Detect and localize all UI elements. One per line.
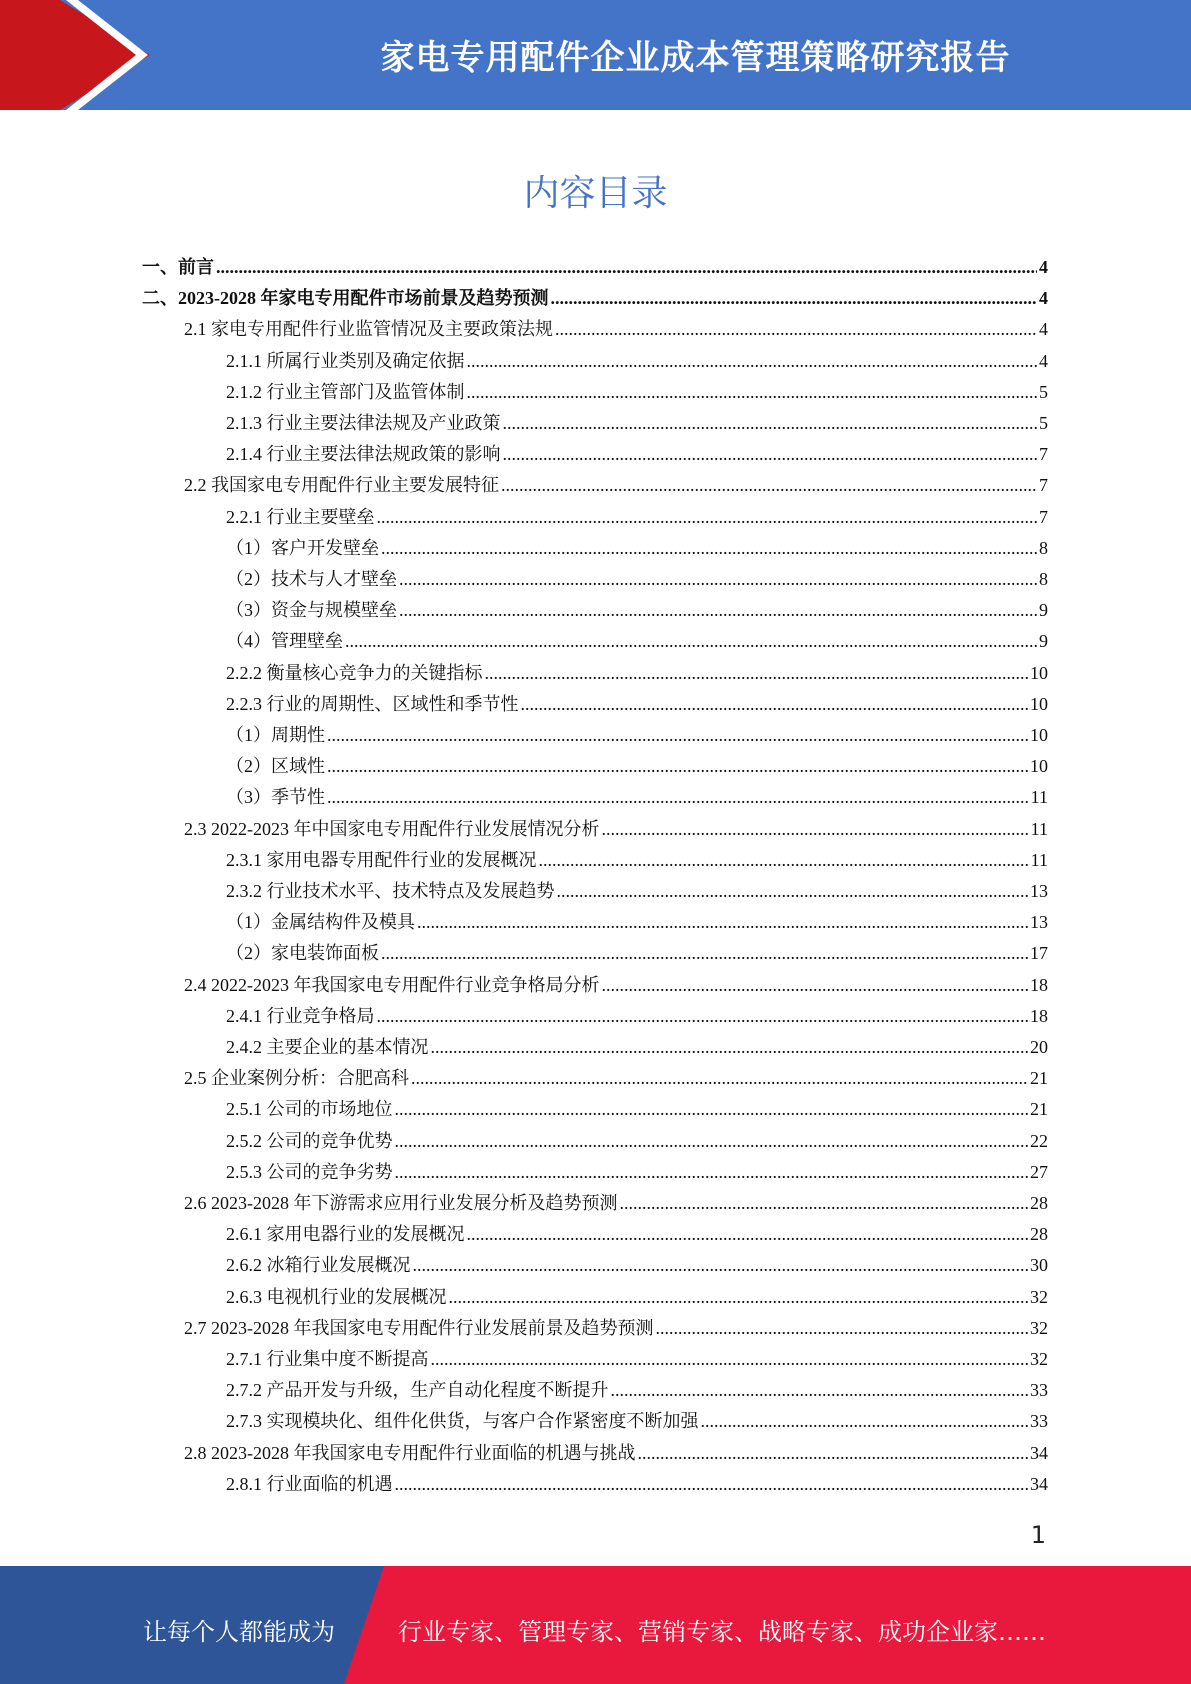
toc-entry-label: 2.7.2 产品开发与升级，生产自动化程度不断提升	[226, 1380, 609, 1401]
toc-leader-dots	[485, 663, 1029, 684]
toc-entry[interactable]	[226, 503, 1048, 534]
toc-entry[interactable]	[226, 659, 1048, 690]
toc-entry-label: 2.8.1 行业面临的机遇	[226, 1473, 393, 1494]
toc-entry-page: 4	[1039, 288, 1048, 309]
toc-entry-label: （1）金属结构件及模具	[226, 912, 415, 933]
toc-entry-label: （3）资金与规模壁垒	[226, 600, 397, 621]
toc-entry-label: 2.4 2022-2023 年我国家电专用配件行业竞争格局分析	[184, 974, 600, 995]
toc-leader-dots	[431, 1349, 1029, 1370]
toc-entry-label: 二、2023-2028 年家电专用配件市场前景及趋势预测	[142, 288, 549, 309]
toc-leader-dots	[395, 1099, 1029, 1120]
toc-entry[interactable]	[226, 1407, 1048, 1438]
toc-entry-label: 2.3.1 家用电器专用配件行业的发展概况	[226, 849, 537, 870]
toc-leader-dots	[521, 694, 1029, 715]
toc-leader-dots	[555, 319, 1037, 340]
toc-leader-dots	[467, 351, 1038, 372]
toc-entry[interactable]	[226, 347, 1048, 378]
toc-entry-label: （1）客户开发壁垒	[226, 537, 379, 558]
toc-entry[interactable]	[184, 1439, 1048, 1470]
toc-entry-page: 32	[1030, 1317, 1048, 1338]
toc-entry-page: 21	[1030, 1099, 1048, 1120]
toc-entry-page: 11	[1030, 818, 1048, 839]
toc-entry[interactable]	[226, 1251, 1048, 1282]
toc-entry-page: 30	[1030, 1255, 1048, 1276]
toc-leader-dots	[417, 912, 1028, 933]
toc-leader-dots	[449, 1287, 1029, 1308]
toc-entry-label: 2.6.1 家用电器行业的发展概况	[226, 1224, 465, 1245]
toc-entry-page: 11	[1030, 849, 1048, 870]
toc-entry-label: （4）管理壁垒	[226, 631, 343, 652]
toc-entry-page: 32	[1030, 1286, 1048, 1307]
toc-leader-dots	[381, 538, 1037, 559]
toc-entry-label: 2.5 企业案例分析：合肥高科	[184, 1068, 409, 1089]
toc-entry-page: 20	[1030, 1037, 1048, 1057]
toc-entry[interactable]	[226, 908, 1048, 939]
toc-entry-page: 27	[1030, 1161, 1048, 1182]
toc-entry-page: 34	[1030, 1473, 1048, 1494]
toc-leader-dots	[602, 975, 1029, 996]
toc-entry-page: 22	[1030, 1130, 1048, 1151]
toc-leader-dots	[656, 1318, 1029, 1339]
toc-leader-dots	[620, 1193, 1029, 1214]
toc-entry-label: 2.4.1 行业竞争格局	[226, 1005, 375, 1026]
toc-entry-page: 9	[1039, 600, 1048, 621]
toc-entry-label: 2.6.3 电视机行业的发展概况	[226, 1286, 447, 1307]
toc-entry-label: 2.1 家电专用配件行业监管情况及主要政策法规	[184, 319, 553, 340]
toc-leader-dots	[602, 819, 1029, 840]
footer-slogan-right: 行业专家、管理专家、营销专家、战略专家、成功企业家……	[398, 1618, 1046, 1646]
toc-entry-label: 2.2.1 行业主要壁垒	[226, 506, 375, 527]
toc-entry-label: 2.3 2022-2023 年中国家电专用配件行业发展情况分析	[184, 818, 600, 839]
page-number: 1	[1030, 1521, 1046, 1549]
toc-entry[interactable]	[226, 565, 1048, 596]
toc-entry-page: 21	[1030, 1068, 1048, 1089]
toc-entry[interactable]	[184, 471, 1048, 502]
toc-leader-dots	[701, 1411, 1029, 1432]
toc-entry-label: （1）周期性	[226, 725, 325, 745]
toc-entry-page: 10	[1030, 756, 1048, 777]
toc-entry[interactable]	[226, 596, 1048, 627]
toc-entry-label: 2.6.2 冰箱行业发展概况	[226, 1255, 411, 1276]
toc-leader-dots	[611, 1380, 1029, 1401]
toc-entry-label: 2.5.1 公司的市场地位	[226, 1099, 393, 1120]
toc-entry-label: （3）季节性	[226, 787, 325, 808]
toc-entry-label: 2.1.3 行业主要法律法规及产业政策	[226, 413, 501, 433]
toc-entry[interactable]	[226, 721, 1048, 752]
toc-leader-dots	[539, 850, 1029, 871]
toc-heading: 内容目录	[523, 173, 668, 214]
toc-entry-label: 2.5.2 公司的竞争优势	[226, 1130, 393, 1151]
toc-entry-page: 4	[1039, 319, 1048, 340]
toc-entry[interactable]	[226, 378, 1048, 409]
toc-entry-label: 2.7.3 实现模块化、组件化供货，与客户合作紧密度不断加强	[226, 1411, 699, 1432]
toc-entry-page: 8	[1039, 569, 1048, 589]
report-title: 家电专用配件企业成本管理策略研究报告	[380, 38, 1011, 78]
toc-leader-dots	[345, 631, 1037, 652]
toc-entry[interactable]	[226, 1002, 1048, 1033]
toc-entry-page: 33	[1030, 1411, 1048, 1432]
toc-entry-label: 2.5.3 公司的竞争劣势	[226, 1161, 393, 1182]
toc-leader-dots	[395, 1474, 1029, 1495]
toc-entry[interactable]	[184, 1064, 1048, 1095]
header-banner	[0, 0, 1191, 110]
toc-entry[interactable]	[226, 1127, 1048, 1158]
toc-entry-page: 18	[1030, 1005, 1048, 1026]
toc-leader-dots	[501, 475, 1037, 496]
toc-leader-dots	[557, 881, 1029, 902]
toc-entry[interactable]	[184, 1314, 1048, 1345]
toc-entry[interactable]	[226, 783, 1048, 814]
toc-entry-page: 32	[1030, 1349, 1048, 1369]
toc-entry-page: 4	[1039, 350, 1048, 371]
toc-entry-label: （2）家电装饰面板	[226, 943, 379, 964]
toc-entry-page: 8	[1039, 537, 1048, 558]
toc-entry[interactable]	[184, 971, 1048, 1002]
toc-entry-label: 2.1.1 所属行业类别及确定依据	[226, 350, 465, 371]
toc-leader-dots	[638, 1443, 1029, 1464]
toc-entry-label: 2.4.2 主要企业的基本情况	[226, 1037, 429, 1057]
toc-entry-page: 4	[1039, 257, 1048, 277]
toc-entry-label: 2.7.1 行业集中度不断提高	[226, 1349, 429, 1369]
toc-entry[interactable]	[142, 284, 1048, 315]
toc-entry-page: 28	[1030, 1224, 1048, 1245]
toc-entry-page: 11	[1030, 787, 1048, 808]
toc-entry[interactable]	[226, 1470, 1048, 1501]
toc-entry-page: 5	[1039, 413, 1048, 433]
toc-leader-dots	[431, 1037, 1029, 1058]
toc-leader-dots	[411, 1068, 1028, 1089]
toc-leader-dots	[327, 756, 1028, 777]
toc-entry-page: 17	[1030, 943, 1048, 964]
toc-entry-page: 13	[1030, 881, 1048, 901]
toc-entry[interactable]	[226, 440, 1048, 471]
toc-entry-label: 2.6 2023-2028 年下游需求应用行业发展分析及趋势预测	[184, 1193, 618, 1213]
toc-entry[interactable]	[226, 534, 1048, 565]
toc-entry-page: 7	[1039, 506, 1048, 527]
toc-entry-page: 10	[1030, 693, 1048, 714]
toc-leader-dots	[413, 1255, 1029, 1276]
toc-leader-dots	[395, 1131, 1029, 1152]
footer-banner	[0, 1566, 1191, 1684]
toc-leader-dots	[377, 1006, 1029, 1027]
toc-leader-dots	[395, 1162, 1029, 1183]
toc-entry-page: 28	[1030, 1193, 1048, 1213]
toc-entry-page: 34	[1030, 1442, 1048, 1463]
toc-entry[interactable]	[226, 1158, 1048, 1189]
toc-entry[interactable]	[226, 690, 1048, 721]
toc-entry-page: 7	[1039, 475, 1048, 496]
toc-entry[interactable]	[226, 1376, 1048, 1407]
toc-entry[interactable]	[226, 627, 1048, 658]
toc-entry[interactable]	[226, 846, 1048, 877]
toc-entry[interactable]	[142, 253, 1048, 284]
toc-entry[interactable]	[226, 1033, 1048, 1064]
toc-leader-dots	[327, 787, 1029, 808]
toc-entry[interactable]	[226, 1095, 1048, 1126]
toc-entry-label: 2.3.2 行业技术水平、技术特点及发展趋势	[226, 881, 555, 901]
toc-entry-label: 一、前言	[142, 257, 214, 277]
toc-entry[interactable]	[184, 815, 1048, 846]
toc-entry-label: 2.1.4 行业主要法律法规政策的影响	[226, 444, 501, 465]
toc-entry-label: 2.1.2 行业主管部门及监管体制	[226, 381, 465, 402]
toc-entry[interactable]	[226, 939, 1048, 970]
toc-entry-page: 10	[1030, 662, 1048, 683]
toc-leader-dots	[399, 569, 1037, 590]
toc-entry-page: 13	[1030, 912, 1048, 933]
toc-leader-dots	[503, 413, 1038, 434]
toc-entry-page: 33	[1030, 1380, 1048, 1401]
toc-entry-label: 2.2.2 衡量核心竞争力的关键指标	[226, 662, 483, 683]
toc-entry[interactable]	[184, 1189, 1048, 1220]
toc-leader-dots	[399, 600, 1037, 621]
toc-entry-label: 2.2 我国家电专用配件行业主要发展特征	[184, 475, 499, 496]
footer-slogan-left: 让每个人都能成为	[143, 1618, 335, 1646]
toc-entry-page: 18	[1030, 974, 1048, 995]
toc-entry-label: （2）技术与人才壁垒	[226, 569, 397, 589]
toc-entry[interactable]	[226, 1283, 1048, 1314]
toc-leader-dots	[503, 444, 1038, 465]
toc-entry-page: 5	[1039, 381, 1048, 402]
toc-leader-dots	[467, 1224, 1029, 1245]
toc-leader-dots	[467, 382, 1038, 403]
toc-entry[interactable]	[226, 409, 1048, 440]
toc-entry-label: 2.8 2023-2028 年我国家电专用配件行业面临的机遇与挑战	[184, 1442, 636, 1463]
toc-entry[interactable]	[226, 752, 1048, 783]
toc-entry-page: 7	[1039, 444, 1048, 465]
toc-entry-page: 10	[1030, 725, 1048, 745]
toc-entry[interactable]	[226, 877, 1048, 908]
toc-leader-dots	[551, 288, 1038, 309]
toc-leader-dots	[216, 257, 1037, 278]
toc-leader-dots	[327, 725, 1028, 746]
toc-leader-dots	[381, 943, 1028, 964]
toc-entry[interactable]	[226, 1345, 1048, 1376]
toc-entry-label: （2）区域性	[226, 756, 325, 777]
toc-entry-label: 2.2.3 行业的周期性、区域性和季节性	[226, 693, 519, 714]
toc-entry[interactable]	[184, 315, 1048, 346]
toc-leader-dots	[377, 507, 1038, 528]
toc-entry-label: 2.7 2023-2028 年我国家电专用配件行业发展前景及趋势预测	[184, 1317, 654, 1338]
toc-entry[interactable]	[226, 1220, 1048, 1251]
toc-entry-page: 9	[1039, 631, 1048, 652]
